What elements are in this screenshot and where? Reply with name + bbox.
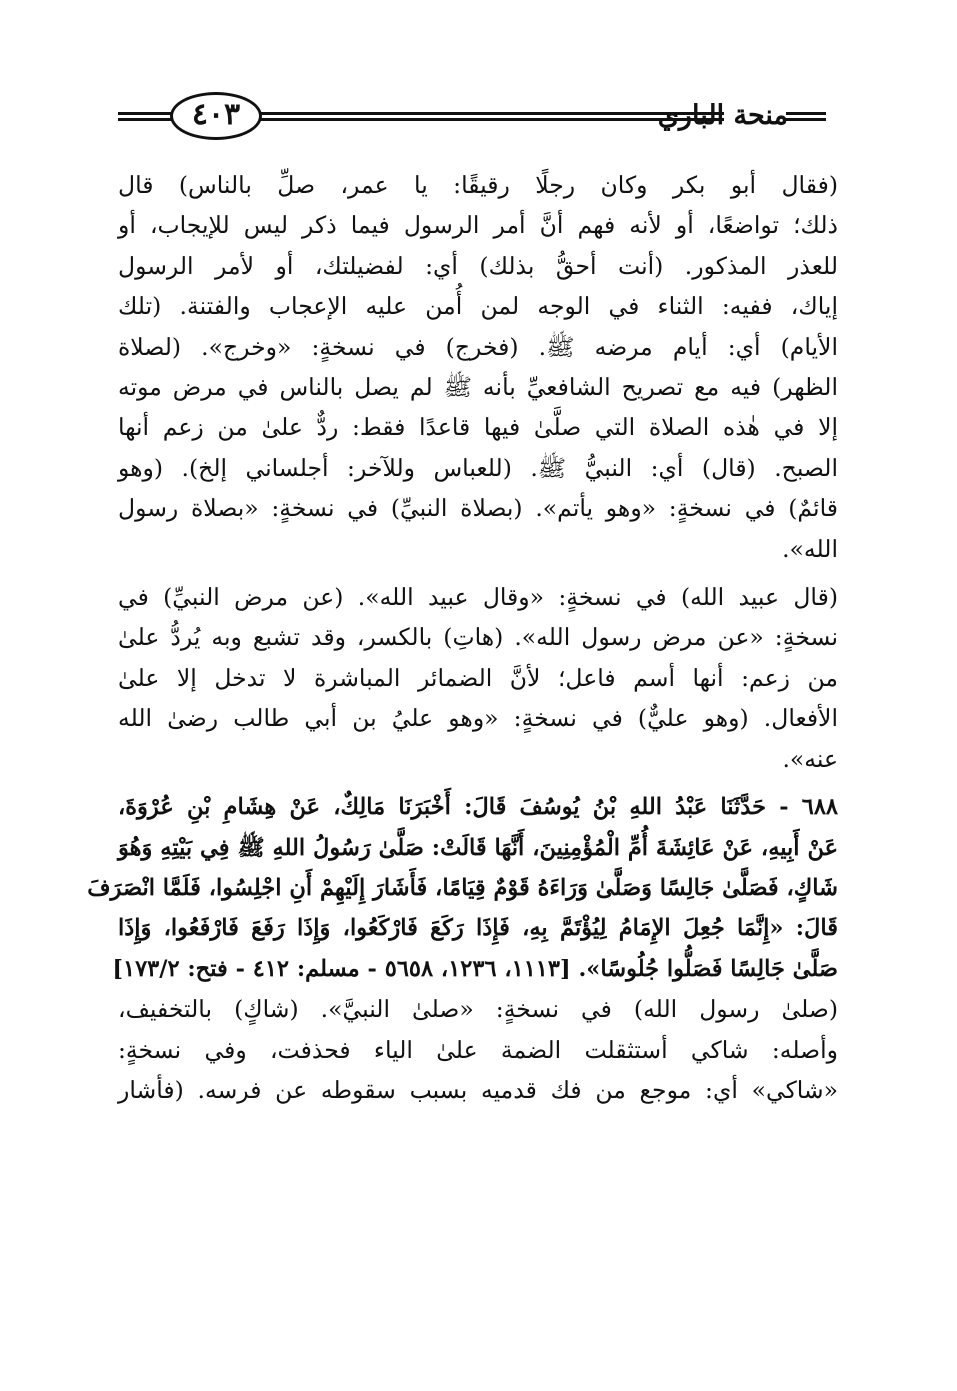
text-line: قائمٌ) في نسخةٍ: «وهو يأتم». (بصلاة النبيِّ) في نسخةٍ: «بصلاة رسول bbox=[118, 494, 838, 523]
paragraph-gap bbox=[118, 569, 838, 577]
text-line: (فقال أبو بكر وكان رجلًا رقيقًا: يا عمر، صلِّ بالناس) قال bbox=[118, 171, 838, 199]
header-rule-left bbox=[118, 112, 176, 121]
text-line: نسخةٍ: «عن مرض رسول الله». (هاتِ) بالكسر، وقد تشبع وبه يُردُّ علىٰ bbox=[118, 623, 838, 652]
text-line: «شاكي» أي: موجع من فك قدميه بسبب سقوطه عن فرسه. (فأشار bbox=[118, 1075, 838, 1104]
hadith-line: شَاكٍ، فَصَلَّىٰ جَالِسًا وَصَلَّىٰ وَرَاءَهُ قَوْمٌ قِيَامًا، فَأَشَارَ إِلَيْهِمْ أَنِ اجْلِسُوا، فَلَمَّا انْصَرَفَ bbox=[87, 874, 838, 901]
page-header bbox=[118, 92, 838, 148]
text-line: (صلىٰ رسول الله) في نسخةٍ: «صلىٰ النبيَّ». (شاكٍ) بالتخفيف، bbox=[118, 995, 838, 1024]
hadith-line: عَنْ أَبِيهِ، عَنْ عَائِشَةَ أُمِّ الْمُؤْمِنِينَ، أَنَّهَا قَالَتْ: صَلَّىٰ رَسُولُ اللهِ ﷺ فِي بَيْتِهِ وَهُوَ bbox=[118, 834, 838, 861]
hadith-line: ٦٨٨ - حَدَّثَنَا عَبْدُ اللهِ بْنُ يُوسُفَ قَالَ: أَخْبَرَنَا مَالِكٌ، عَنْ هِشَامِ بْنِ عُرْوَةَ، bbox=[118, 794, 838, 821]
text-line: الصبح. (قال) أي: النبيُّ ﷺ. (للعباس وللآخر: أجلساني إلخ). (وهو bbox=[118, 453, 838, 482]
text-line: وأصله: شاكي أستثقلت الضمة علىٰ الياء فحذفت، وفي نسخةٍ: bbox=[118, 1035, 838, 1064]
text-line: الأفعال. (وهو عليٌّ) في نسخةٍ: «وهو عليُ بن أبي طالب رضىٰ الله bbox=[118, 704, 838, 733]
hadith-line: قَالَ: «إِنَّمَا جُعِلَ الإِمَامُ لِيُؤْتَمَّ بِهِ، فَإِذَا رَكَعَ فَارْكَعُوا، وَإِذَا رَفَعَ فَارْفَعُوا، وَإِذَا bbox=[118, 915, 838, 942]
text-line: عنه». bbox=[782, 744, 838, 773]
running-title: منحة الباري bbox=[657, 100, 788, 131]
header-rule-right bbox=[786, 112, 826, 121]
page-number: ٤٠٣ bbox=[170, 92, 262, 140]
text-line: إلا في هٰذه الصلاة التي صلَّىٰ فيها قاعدًا فقط: ردٌّ علىٰ من زعم أنها bbox=[118, 413, 838, 442]
text-line: للعذر المذكور. (أنت أحقُّ بذلك) أي: لفضيلتك، أو لأمر الرسول bbox=[118, 251, 838, 280]
hadith-paragraph bbox=[87, 787, 838, 989]
text-line: (قال عبيد الله) في نسخةٍ: «وقال عبيد الله». (عن مرض النبيِّ) في bbox=[118, 583, 838, 612]
text-line: الأيام) أي: أيام مرضه ﷺ. (فخرج) في نسخةٍ: «وخرج». (لصلاة bbox=[118, 332, 838, 361]
text-line: الله». bbox=[782, 534, 838, 563]
text-line: ذلك؛ تواضعًا، أو لأنه فهم أنَّ أمر الرسول فيما ذكر ليس للإيجاب، أو bbox=[118, 211, 838, 240]
text-line: إياك، ففيه: الثناء في الوجه لمن أُمن عليه الإعجاب والفتنة. (تلك bbox=[118, 292, 838, 321]
commentary-paragraph-1 bbox=[118, 165, 838, 569]
hadith-line-with-references: صَلَّىٰ جَالِسًا فَصَلُّوا جُلُوسًا». [١١١٣، ١٢٣٦، ٥٦٥٨ - مسلم: ٤١٢ - فتح: ١٧٣/٢] bbox=[112, 955, 838, 982]
page-body bbox=[87, 165, 838, 1110]
header-rule-middle bbox=[256, 112, 724, 121]
paragraph-gap bbox=[118, 779, 838, 787]
commentary-paragraph-2 bbox=[118, 577, 838, 779]
text-line: الظهر) فيه مع تصريح الشافعيِّ بأنه ﷺ لم يصل بالناس في مرض موته bbox=[118, 373, 838, 402]
text-line: من زعم: أنها أسم فاعل؛ لأنَّ الضمائر المباشرة لا تدخل إلا علىٰ bbox=[118, 663, 838, 692]
commentary-paragraph-3 bbox=[118, 989, 838, 1110]
